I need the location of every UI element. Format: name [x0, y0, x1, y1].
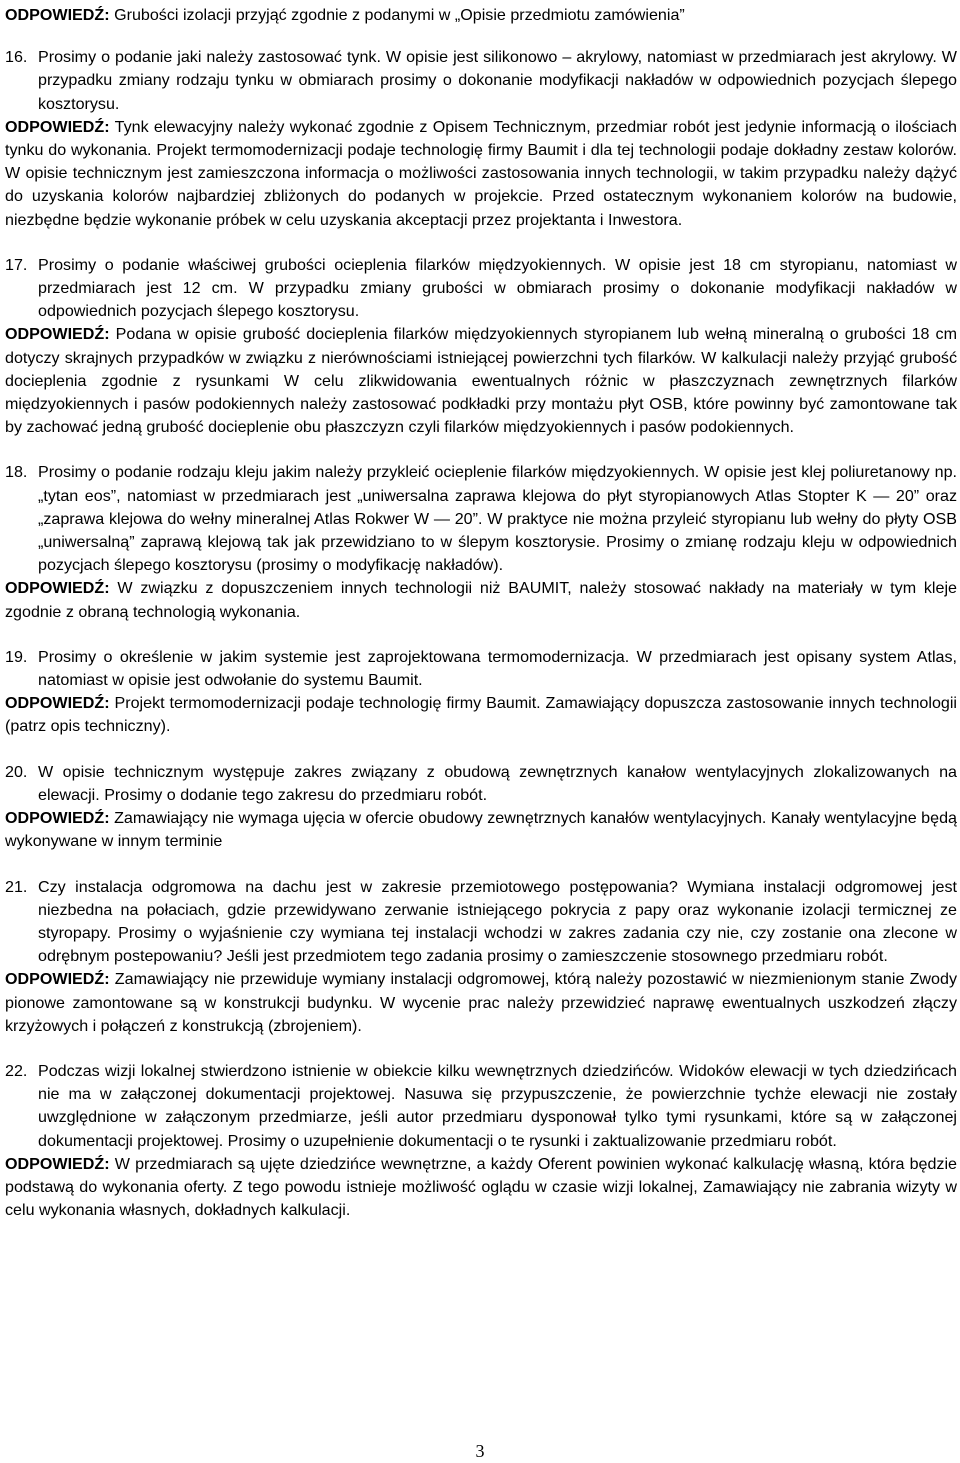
answer-label: ODPOWIEDŹ: [5, 970, 110, 989]
answer-label: ODPOWIEDŹ: [5, 579, 110, 598]
answer-text: W związku z dopuszczeniem innych technologii niż BAUMIT, należy stosować nakłady na materiały w tym kleje zgodnie z obraną technologią wykonania. [5, 579, 957, 621]
answer-17 [5, 323, 957, 439]
question-16 [5, 46, 957, 116]
answer-16 [5, 116, 957, 232]
answer-text: Zamawiający nie przewiduje wymiany instalacji odgromowej, którą należy pozostawić w niezmienionym stanie Zwody pionowe zamontowane są w konstrukcji budynku. W wycenie prac należy przewidzieć naprawę ewentualnych uszkodzeń złączy krzyżowych i połączeń z konstrukcją (zbrojeniem). [5, 970, 957, 1035]
question-number: 21. [5, 877, 28, 896]
answer-label: ODPOWIEDŹ: [5, 6, 110, 24]
question-19 [5, 646, 957, 692]
answer-text: Podana w opisie grubość docieplenia filarków międzyokiennych styropianem lub wełną mineralną o grubości 18 cm dotyczy skrajnych przypadków w związku z nierównościami istniejącej powierzchni tych filarków. W kalkulacji należy przyjąć grubość docieplenia zgodnie z rysunkami W celu zlikwidowania ewentualnych różnic w płaszczyznach zewnętrznych filarków międzyokiennych i pasów podokiennych należy zastosować podkładki przy montażu płyt OSB, które powinny być zamontowane tak by zachować jedną grubość docieplenie obu płaszczyzn czyli filarków międzyokiennych i pasów podokiennych. [5, 325, 957, 437]
question-number: 16. [5, 48, 28, 67]
answer-text: Grubości izolacji przyjąć zgodnie z podanymi w „Opisie przedmiotu zamówienia” [109, 6, 685, 24]
question-text: Prosimy o podanie rodzaju kleju jakim należy przykleić ocieplenie filarków międzyokiennych. W opisie jest klej poliuretanowy np. „tytan eos”, natomiast w przedmiarach jest „uniwersalna zaprawa klejowa do płyt styropianowych Atlas Stopter K — 20” oraz „zaprawa klejowa do wełny mineralnej Atlas Rokwer W — 20”. W praktyce nie można przyleić styropianu lub wełny do płyty OSB „uniwersalną” zaprawą klejową tak jak przewidziano to w ślepym kosztorysie. Prosimy o zmianę rodzaju kleju w odpowiednich pozycjach ślepego kosztorysu (prosimy o modyfikację nakładów). [38, 463, 957, 575]
answer-18 [5, 577, 957, 623]
answer-20 [5, 807, 957, 853]
answer-label: ODPOWIEDŹ: [5, 694, 110, 713]
document-page [5, 4, 957, 1244]
question-text: Prosimy o podanie właściwej grubości ocieplenia filarków międzyokiennych. W opisie jest 18 cm styropianu, natomiast w przedmiarach jest 12 cm. W przypadku zmiany grubości w obmiarach prosimy o dokonanie modyfikacji nakładów w odpowiednich pozycjach ślepego kosztorysu. [38, 255, 957, 321]
question-number: 17. [5, 255, 28, 274]
answer-19 [5, 692, 957, 738]
question-text: Podczas wizji lokalnej stwierdzono istnienie w obiekcie kilku wewnętrznych dziedzińców. Widoków elewacji w tych dziedzińcach nie ma w załączonej dokumentacji projektowej. Nasuwa się przypuszczenie, że powierzchnie tychże elewacji nie zostały uwzględnione w załączonym przedmiarze, jeśli autor przedmiaru dysponował tylko tymi rysunkami, które są w załączonej dokumentacji projektowej. Prosimy o uzupełnienie dokumentacji o te rysunki i zaktualizowanie przedmiaru robót. [38, 1061, 957, 1150]
question-text: Prosimy o podanie jaki należy zastosować tynk. W opisie jest silikonowo – akrylowy, natomiast w przedmiarach jest akrylowy. W przypadku zmiany rodzaju tynku w obmiarach prosimy o dokonanie modyfikacji nakładów w odpowiednich pozycjach ślepego kosztorysu. [38, 48, 957, 113]
answer-label: ODPOWIEDŹ: [5, 325, 110, 344]
page-number: 3 [475, 1441, 485, 1461]
question-number: 22. [5, 1061, 28, 1080]
answer-21 [5, 968, 957, 1038]
answer-label: ODPOWIEDŹ: [5, 117, 110, 136]
question-20 [5, 761, 957, 807]
answer-22 [5, 1153, 957, 1223]
question-number: 19. [5, 647, 28, 666]
question-number: 18. [5, 463, 28, 482]
question-18 [5, 461, 957, 577]
answer-text: Tynk elewacyjny należy wykonać zgodnie z Opisem Technicznym, przedmiar robót jest jedynie informacją o ilościach tynku do wykonania. Projekt termomodernizacji podaje technologię firmy Baumit i dla tej technologii podaje dokładny zestaw kolorów. W opisie technicznym jest zamieszczona informacja o możliwości zastosowania innych technologii, w takim przypadku należy dążyć do uzyskania kolorów najbardziej zbliżonych do podanych w projekcie. Przed ostatecznym wykonaniem kolorów na budowie, niezbędne będzie wykonanie próbek w celu uzyskania akceptacji przez projektanta i Inwestora. [5, 117, 957, 229]
question-22 [5, 1060, 957, 1153]
question-21 [5, 876, 957, 969]
question-text: Czy instalacja odgromowa na dachu jest w zakresie przemiotowego postępowania? Wymiana instalacji odgromowej jest niezbedna na połaciach, gdzie przewidywano zerwanie istniejącego pokrycia z papy oraz wykonanie izolacji termicznej ze styropapy. Prosimy o wyjaśnienie czy wymiana tej instalacji wchodzi w zakres zadania czy nie, czy zostanie ona zlecone w odrębnym postepowaniu? Jeśli jest przedmiotem tego zadania prosimy o zamieszczenie stosownego przedmiaru robót. [38, 877, 957, 966]
question-number: 20. [5, 762, 28, 781]
intro-answer [5, 4, 957, 27]
question-text: Prosimy o określenie w jakim systemie jest zaprojektowana termomodernizacja. W przedmiarach jest opisany system Atlas, natomiast w opisie jest odwołanie do systemu Baumit. [38, 647, 957, 690]
answer-text: Zamawiający nie wymaga ujęcia w ofercie obudowy zewnętrznych kanałów wentylacyjnych. Kanały wentylacyjne będą wykonywane w innym terminie [5, 809, 957, 851]
question-text: W opisie technicznym występuje zakres związany z obudową zewnętrznych kanałow wentylacyjnych zlokalizowanych na elewacji. Prosimy o dodanie tego zakresu do przedmiaru robót. [38, 762, 957, 804]
question-17 [5, 254, 957, 324]
answer-text: Projekt termomodernizacji podaje technologię firmy Baumit. Zamawiający dopuszcza zastosowanie innych technologii (patrz opis techniczny). [5, 694, 957, 736]
answer-text: W przedmiarach są ujęte dziedzińce wewnętrzne, a każdy Oferent powinien wykonać kalkulację własną, która będzie podstawą do wykonania oferty. Z tego powodu istnieje możliwość oglądu w czasie wizji lokalnej, Zamawiający nie zabrania wizyty w celu wykonania własnych, dokładnych kalkulacji. [5, 1154, 957, 1220]
answer-label: ODPOWIEDŹ: [5, 809, 110, 828]
answer-label: ODPOWIEDŹ: [5, 1154, 110, 1173]
